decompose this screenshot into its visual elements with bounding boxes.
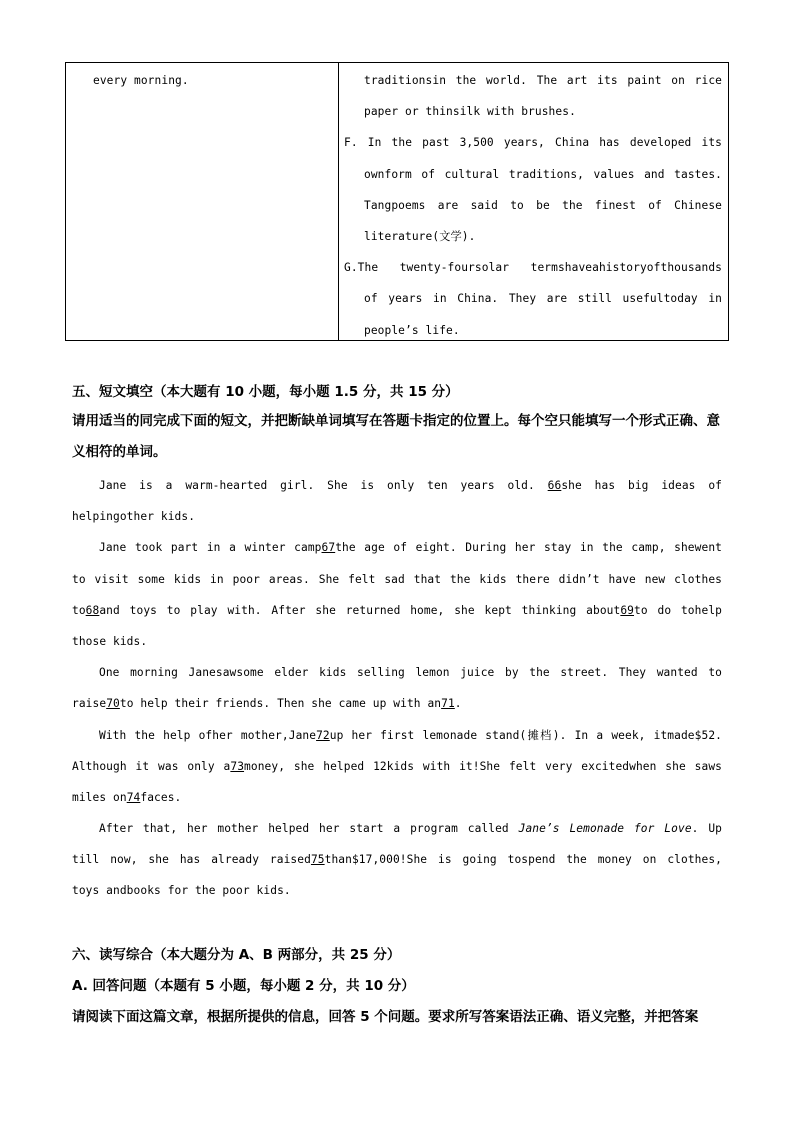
blank-66: 66	[547, 479, 562, 492]
table-divider	[338, 63, 339, 340]
passage-line: miles on74faces.	[72, 790, 182, 804]
option-line: Tangpoems are said to be the finest of Chinese	[364, 198, 722, 212]
blank-71: 71	[441, 697, 455, 711]
passage-line: toys andbooks for the poor kids.	[72, 884, 291, 898]
table-left-cell: every morning.	[93, 74, 189, 87]
blank-70: 70	[106, 697, 120, 711]
blank-72: 72	[316, 728, 330, 742]
option-line: literature(文学).	[364, 229, 476, 243]
passage-line: helpingother kids.	[72, 510, 196, 524]
option-line: of years in China. They are still usefultoday in	[364, 292, 722, 306]
section-six-part-a-title: A. 回答问题（本题有 5 小题，每小题 2 分，共 10 分）	[72, 978, 415, 994]
passage-line: After that, her mother helped her start a program called Jane’s Lemonade for Love. Up	[99, 822, 722, 836]
passage-line: Although it was only a73money, she helped 12kids with it!She felt very excitedwhen she saws	[72, 759, 722, 773]
program-name: Jane’s Lemonade for Love	[518, 822, 692, 836]
section-five-title: 五、短文填空（本大题有 10 小题，每小题 1.5 分，共 15 分）	[72, 384, 459, 400]
blank-68: 68	[85, 603, 100, 617]
passage-line: raise70to help their friends. Then she came up with an71.	[72, 697, 462, 711]
section-six-instruction: 请阅读下面这篇文章，根据所提供的信息，回答 5 个问题。要求所写答案语法正确、语义完整，并把答案	[72, 1009, 699, 1025]
passage-line: to visit some kids in poor areas. She felt sad that the kids there didn’t have new clothes	[72, 572, 722, 586]
blank-67: 67	[321, 541, 336, 555]
passage-line: Jane is a warm-hearted girl. She is only ten years old. 66she has big ideas of	[99, 479, 722, 492]
passage-line: With the help ofher mother,Jane72up her first lemonade stand(摊档). In a week, itmade$52.	[99, 728, 722, 742]
option-line: traditionsin the world. The art its paint on rice	[364, 74, 722, 87]
section-six-title: 六、读写综合（本大题分为 A、B 两部分，共 25 分）	[72, 947, 401, 963]
passage-line: those kids.	[72, 634, 148, 648]
blank-74: 74	[126, 790, 141, 804]
passage-line: One morning Janesawsome elder kids selling lemon juice by the street. They wanted to	[99, 666, 722, 680]
blank-75: 75	[310, 853, 325, 867]
passage-line: to68and toys to play with. After she returned home, she kept thinking about69to do tohelp	[72, 603, 722, 617]
passage-line: till now, she has already raised75than$17,000!She is going tospend the money on clothes,	[72, 853, 722, 867]
answer-table	[65, 62, 729, 341]
option-line: people’s life.	[364, 323, 460, 337]
option-line: F. In the past 3,500 years, China has developed its	[344, 136, 722, 150]
section-five-instruction: 请用适当的同完成下面的短文，并把断缺单词填写在答题卡指定的位置上。每个空只能填写一个形式正确、意义相符的单词。	[72, 413, 720, 460]
option-line: ownform of cultural traditions, values and tastes.	[364, 167, 722, 181]
passage-line: Jane took part in a winter camp67the age of eight. During her stay in the camp, shewent	[99, 541, 722, 555]
blank-69: 69	[620, 603, 635, 617]
table-right-cell	[344, 71, 722, 352]
blank-73: 73	[230, 759, 245, 773]
option-line: G.The twenty-foursolar termshaveahistoryofthousands	[344, 261, 722, 275]
cloze-passage	[72, 475, 722, 912]
option-line: paper or thinsilk with brushes.	[364, 105, 576, 119]
